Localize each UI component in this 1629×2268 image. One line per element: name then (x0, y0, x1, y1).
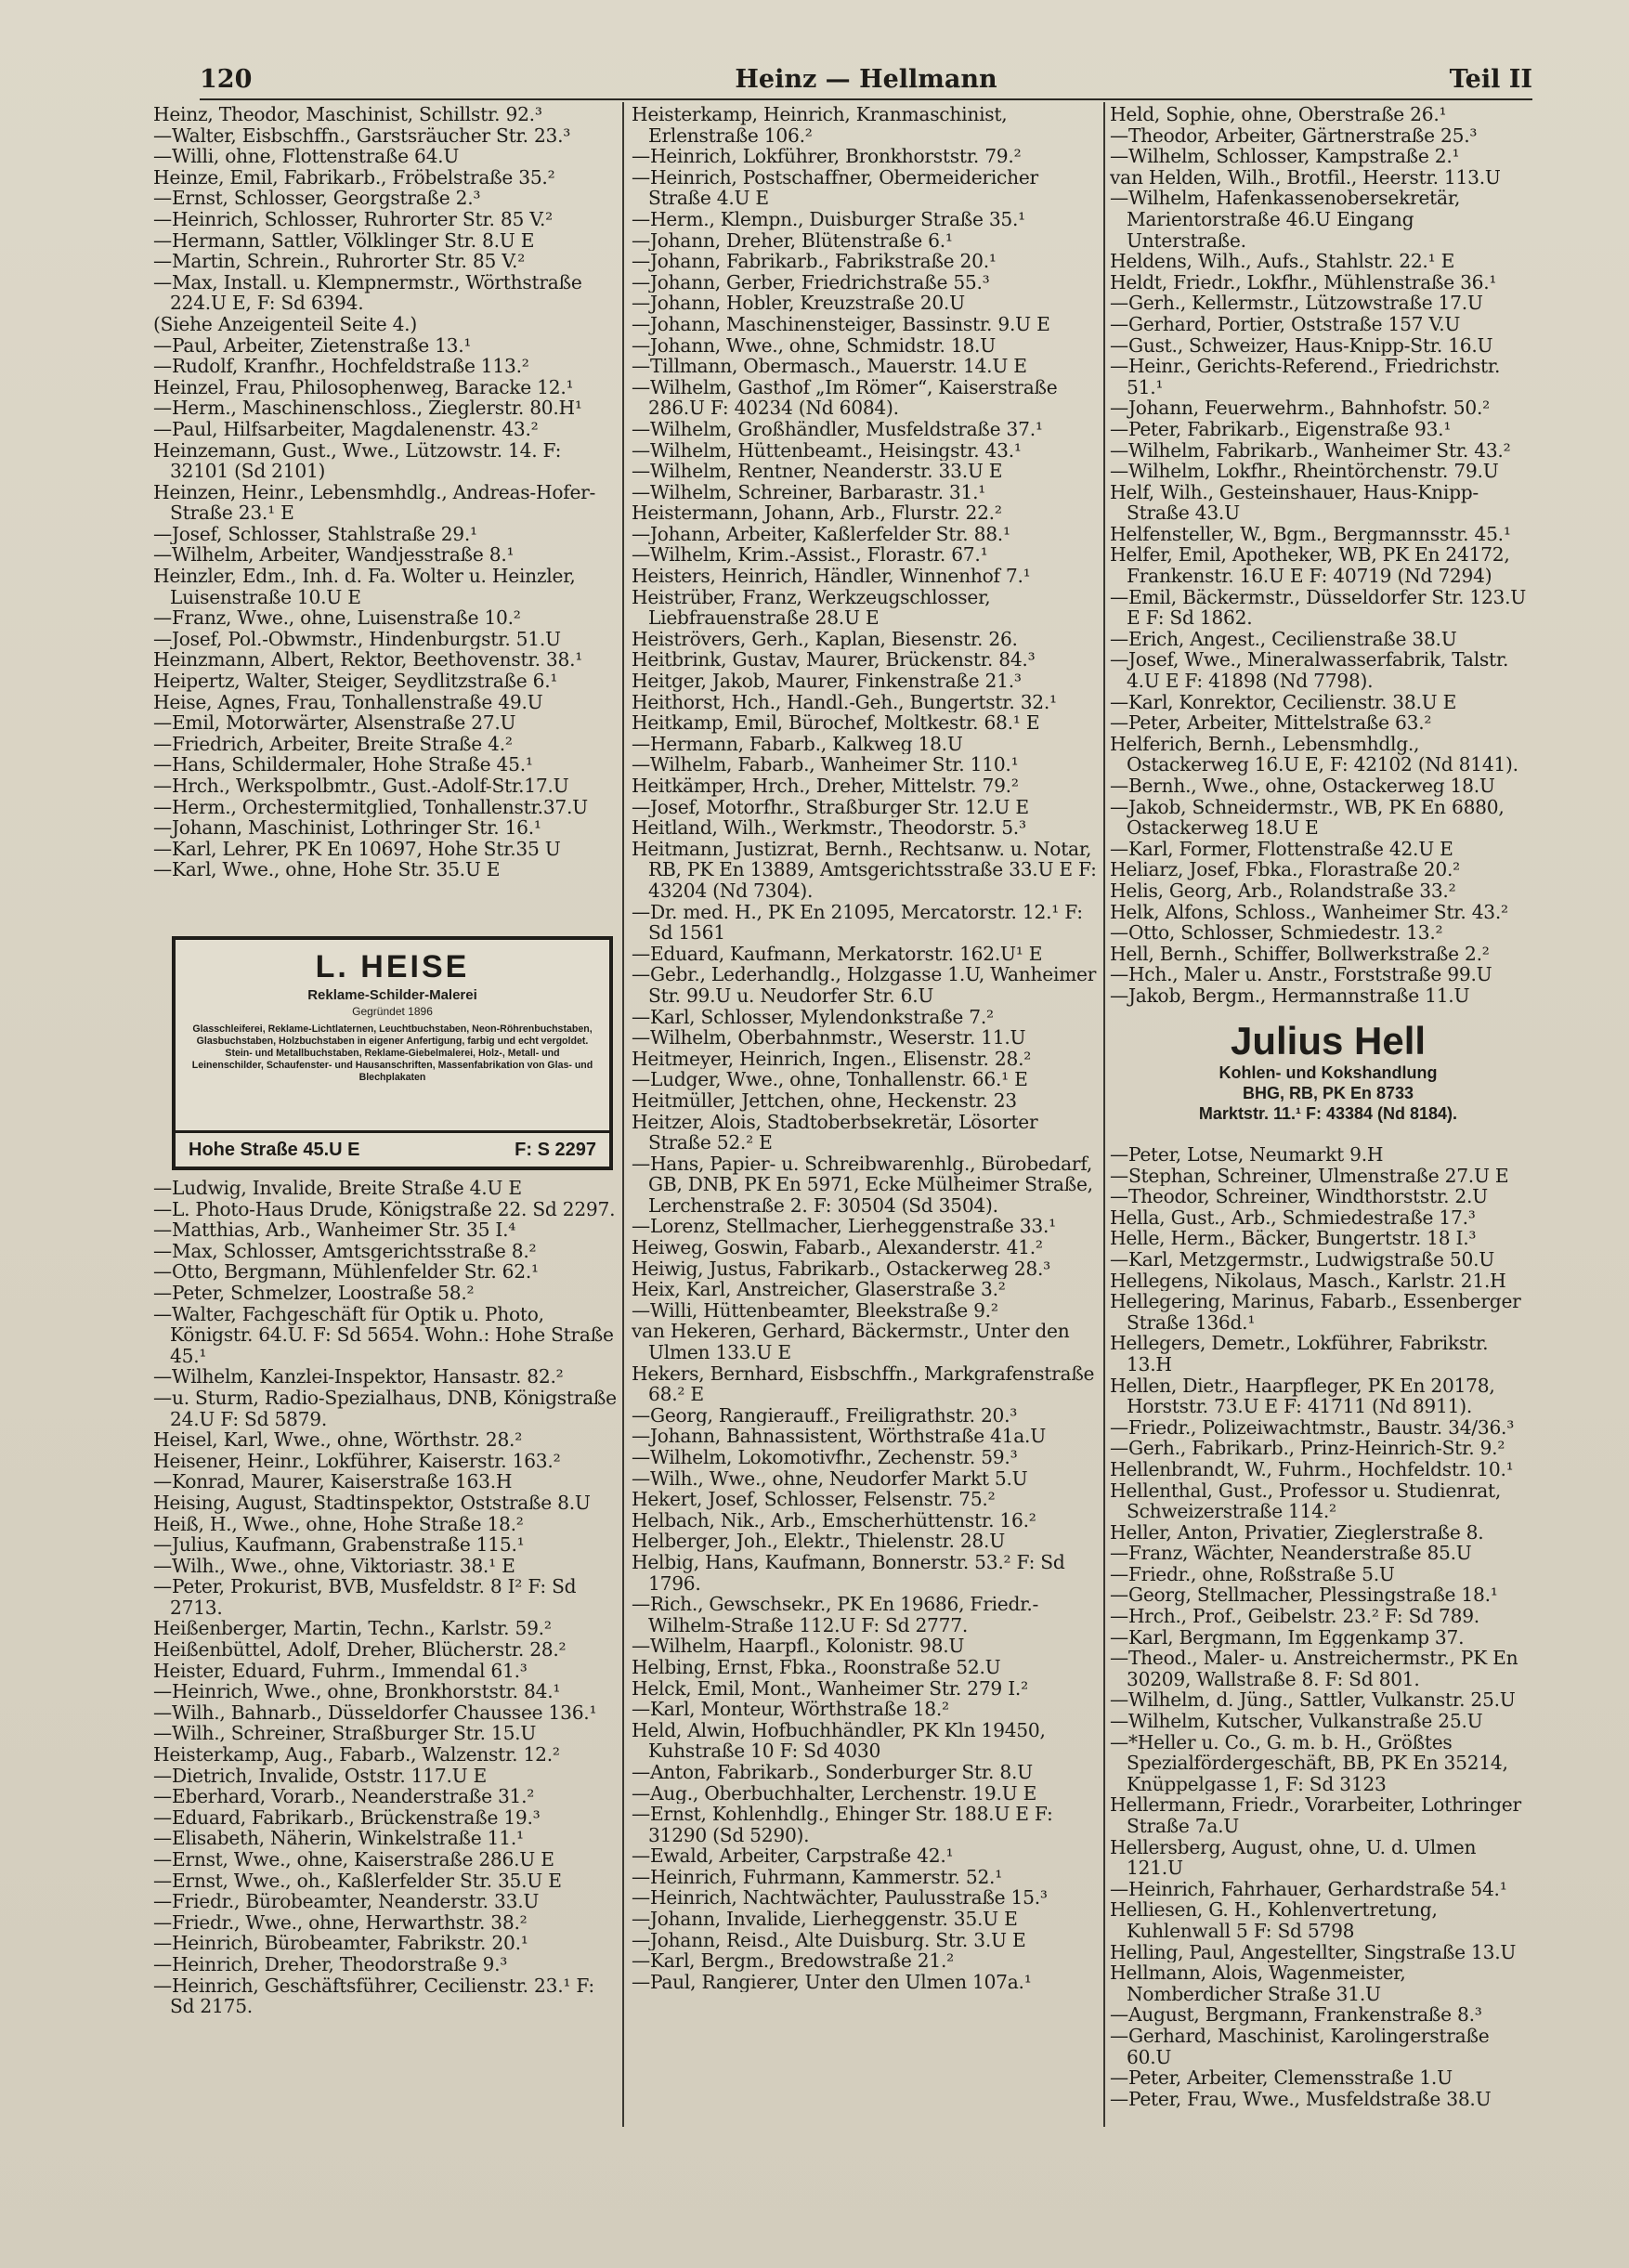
directory-entry: Heitland, Wilh., Werkmstr., Theodorstr. 5.³ (632, 817, 1026, 839)
directory-entry: Helberger, Joh., Elektr., Thielenstr. 28.U (632, 1531, 1005, 1552)
directory-entry: Heinze, Emil, Fabrikarb., Fröbelstraße 35.² (153, 166, 555, 189)
directory-entry: Hella, Gust., Arb., Schmiedestraße 17.³ (1110, 1206, 1476, 1229)
directory-entry: —Emil, Bäckermstr., Düsseldorfer Str. 123.U E F: Sd 1862. (1110, 586, 1527, 629)
ad-heise-address: Hohe Straße 45.U E (189, 1140, 360, 1160)
directory-entry: Heisterkamp, Heinrich, Kranmaschinist, Erlenstraße 106.² (632, 104, 1008, 147)
directory-entry: —Max, Install. u. Klempnermstr., Wörthstraße 224.U E, F: Sd 6394. (153, 271, 582, 314)
directory-entry: Heiß, H., Wwe., ohne, Hohe Straße 18.² (153, 1513, 524, 1535)
directory-entry: —Bernh., Wwe., ohne, Ostackerweg 18.U (1110, 776, 1495, 797)
directory-entry: —Paul, Arbeiter, Zietenstraße 13.¹ (153, 334, 472, 357)
directory-entry: —Peter, Fabrikarb., Eigenstraße 93.¹ (1110, 418, 1452, 440)
directory-entry: —Otto, Schlosser, Schmiedestr. 13.² (1110, 922, 1443, 944)
directory-entry: —Martin, Schrein., Ruhrorter Str. 85 V.² (153, 251, 526, 272)
directory-entry: Heistermann, Johann, Arb., Flurstr. 22.² (632, 502, 1002, 524)
advertisement-julius-hell (1124, 1020, 1532, 1131)
directory-entry: van Helden, Wilh., Brotfil., Heerstr. 113.U (1110, 166, 1501, 189)
directory-entry: —Karl, Monteur, Wörthstraße 18.² (632, 1699, 949, 1720)
directory-entry: —Julius, Kaufmann, Grabenstraße 115.¹ (153, 1534, 525, 1556)
ad-heise-name: L. HEISE (315, 949, 470, 984)
directory-entry: —Walter, Fachgeschäft für Optik u. Photo, Königstr. 64.U. F: Sd 5654. Wohn.: Hohe Straße 45.¹ (153, 1303, 614, 1367)
directory-entry: —Gerh., Fabrikarb., Prinz-Heinrich-Str. 9.² (1110, 1438, 1505, 1459)
directory-entry: —Josef, Pol.-Obwmstr., Hindenburgstr. 51.U (153, 628, 561, 650)
directory-entry: —u. Sturm, Radio-Spezialhaus, DNB, Königstraße 24.U F: Sd 5879. (153, 1387, 617, 1430)
directory-entry: Helling, Paul, Angestellter, Singstraße 13.U (1110, 1941, 1517, 1963)
directory-entry: —Willi, Hüttenbeamter, Bleekstraße 9.² (632, 1299, 998, 1322)
directory-entry: —Heinrich, Fuhrmann, Kammerstr. 52.¹ (632, 1866, 1003, 1888)
directory-entry: Helliesen, G. H., Kohlenvertretung, Kuhlenwall 5 F: Sd 5798 (1110, 1899, 1438, 1942)
directory-entry: Heinzel, Frau, Philosophenweg, Baracke 12.¹ (153, 376, 574, 398)
page-part: Teil II (1449, 65, 1532, 94)
directory-entry: —Hermann, Fabarb., Kalkweg 18.U (632, 733, 963, 755)
directory-entry: —Max, Schlosser, Amtsgerichtsstraße 8.² (153, 1240, 537, 1262)
directory-entry: Helbach, Nik., Arb., Emscherhüttenstr. 16.² (632, 1509, 1036, 1532)
page-header (200, 65, 1532, 102)
directory-entry: Heinzen, Heinr., Lebensmhdlg., Andreas-Hofer-Straße 23.¹ E (153, 481, 596, 524)
directory-entry: —Paul, Rangierer, Unter den Ulmen 107a.¹ (632, 1971, 1032, 1993)
directory-entry: —Elisabeth, Näherin, Winkelstraße 11.¹ (153, 1828, 524, 1849)
directory-entry: —Wilhelm, Kutscher, Vulkanstraße 25.U (1110, 1711, 1483, 1732)
directory-entry: Hellenbrandt, W., Fuhrm., Hochfeldstr. 10.¹ (1110, 1458, 1514, 1480)
directory-entry: Heldens, Wilh., Aufs., Stahlstr. 22.¹ E (1110, 251, 1455, 272)
directory-entry: —Karl, Lehrer, PK En 10697, Hohe Str.35 U (153, 838, 561, 860)
directory-entry: —Franz, Wächter, Neanderstraße 85.U (1110, 1543, 1472, 1564)
directory-entry: Held, Sophie, ohne, Oberstraße 26.¹ (1110, 104, 1447, 125)
column-3-upper (1110, 104, 1537, 1007)
directory-entry: —Dr. med. H., PK En 21095, Mercatorstr. 12.¹ F: Sd 1561 (632, 901, 1083, 944)
directory-entry: —Wilhelm, Lokfhr., Rheintörchenstr. 79.U (1110, 461, 1499, 482)
directory-entry: —Wilhelm, Krim.-Assist., Florastr. 67.¹ (632, 544, 988, 567)
directory-entry: —Karl, Bergm., Bredowstraße 21.² (632, 1950, 954, 1972)
directory-entry: —Wilhelm, Hüttenbeamt., Heisingstr. 43.¹ (632, 439, 1022, 462)
directory-entry: Hellersberg, August, ohne, U. d. Ulmen 121.U (1110, 1836, 1477, 1879)
directory-entry: Hellegers, Demetr., Lokführer, Fabrikstr. 13.H (1110, 1333, 1489, 1375)
directory-entry: —Karl, Wwe., ohne, Hohe Str. 35.U E (153, 859, 501, 880)
directory-entry: —Eduard, Fabrikarb., Brückenstraße 19.³ (153, 1806, 541, 1829)
directory-entry: Helk, Alfons, Schloss., Wanheimer Str. 43.² (1110, 901, 1508, 923)
directory-entry: —Dietrich, Invalide, Oststr. 117.U E (153, 1765, 488, 1787)
directory-entry: Heitbrink, Gustav, Maurer, Brückenstr. 84.³ (632, 649, 1036, 671)
directory-entry: —Wilh., Schreiner, Straßburger Str. 15.U (153, 1723, 537, 1745)
directory-entry: Heitmüller, Jettchen, ohne, Heckenstr. 23 (632, 1089, 1017, 1112)
directory-entry: —Johann, Maschinensteiger, Bassinstr. 9.U E (632, 313, 1050, 335)
directory-entry: Heithorst, Hch., Handl.-Geh., Bungertstr. 32.¹ (632, 691, 1057, 713)
directory-entry: —Peter, Prokurist, BVB, Musfeldstr. 8 I² F: Sd 2713. (153, 1576, 577, 1619)
directory-entry: Hellen, Dietr., Haarpfleger, PK En 20178, Horststr. 73.U E F: 41711 (Nd 8911). (1110, 1375, 1495, 1417)
directory-entry: —Wilhelm, Hafenkassenobersekretär, Marientorstraße 46.U Eingang Unterstraße. (1110, 188, 1461, 252)
directory-entry: Heitmann, Justizrat, Bernh., Rechtsanw. u. Notar, RB, PK En 13889, Amtsgerichtsstraße 33.U E F: 43204 (Nd 7304). (632, 838, 1097, 902)
directory-entry: —Herm., Maschinenschloss., Zieglerstr. 80.H¹ (153, 398, 582, 419)
directory-entry: —Ludger, Wwe., ohne, Tonhallenstr. 66.¹ E (632, 1069, 1028, 1090)
directory-entry: —Hans, Schildermaler, Hohe Straße 45.¹ (153, 754, 533, 776)
directory-entry: Heinzler, Edm., Inh. d. Fa. Wolter u. Heinzler, Luisenstraße 10.U E (153, 566, 576, 608)
directory-entry: —Karl, Metzgermstr., Ludwigstraße 50.U (1110, 1248, 1495, 1271)
directory-entry: —Wilhelm, Gasthof „Im Römer“, Kaiserstraße 286.U F: 40234 (Nd 6084). (632, 376, 1058, 419)
directory-entry: Heinzmann, Albert, Rektor, Beethovenstr. 38.¹ (153, 649, 583, 671)
directory-entry: Heller, Anton, Privatier, Zieglerstraße 8. (1110, 1521, 1484, 1544)
directory-entry: —Johann, Fabrikarb., Fabrikstraße 20.¹ (632, 251, 997, 272)
directory-entry: —Rich., Gewschsekr., PK En 19686, Friedr.-Wilhelm-Straße 112.U F: Sd 2777. (632, 1594, 1039, 1636)
directory-entry: —Wilh., Bahnarb., Düsseldorfer Chaussee 136.¹ (153, 1701, 597, 1724)
directory-entry: Heix, Karl, Anstreicher, Glaserstraße 3.² (632, 1279, 1006, 1300)
directory-entry: Heising, August, Stadtinspektor, Oststraße 8.U (153, 1492, 591, 1514)
header-rule (200, 98, 1532, 100)
directory-entry: —Franz, Wwe., ohne, Luisenstraße 10.² (153, 607, 521, 629)
directory-entry: —Friedr., ohne, Roßstraße 5.U (1110, 1563, 1395, 1585)
directory-entry: (Siehe Anzeigenteil Seite 4.) (153, 313, 417, 335)
directory-entry: Heisener, Heinr., Lokführer, Kaiserstr. 163.² (153, 1450, 561, 1472)
directory-entry: —Gerhard, Portier, Oststraße 157 V.U (1110, 313, 1461, 335)
directory-entry: Heitkamp, Emil, Bürochef, Moltkestr. 68.¹ E (632, 712, 1040, 734)
directory-entry: Heise, Agnes, Frau, Tonhallenstraße 49.U (153, 691, 543, 713)
directory-entry: —Gerhard, Maschinist, Karolingerstraße 60.U (1110, 2025, 1490, 2068)
directory-entry: —Theodor, Schreiner, Windthorststr. 2.U (1110, 1186, 1488, 1207)
directory-entry: —Eberhard, Vorarb., Neanderstraße 31.² (153, 1786, 535, 1807)
directory-entry: —Georg, Rangierauff., Freiligrathstr. 20.³ (632, 1404, 1018, 1427)
page-name-range: Heinz — Hellmann (735, 65, 997, 94)
directory-entry: —Hermann, Sattler, Völklinger Str. 8.U E (153, 229, 535, 252)
directory-entry: —Heinr., Gerichts-Referend., Friedrichstr. 51.¹ (1110, 356, 1501, 398)
directory-entry: —Hans, Papier- u. Schreibwarenhlg., Bürobedarf, GB, DNB, PK En 5971, Ecke Mülheimer Straße, Lerchenstraße 2. F: 30504 (Sd 3504). (632, 1153, 1093, 1217)
directory-entry: Heisel, Karl, Wwe., ohne, Wörthstr. 28.² (153, 1429, 523, 1451)
directory-entry: —Konrad, Maurer, Kaiserstraße 163.H (153, 1471, 513, 1492)
directory-entry: —Wilh., Wwe., ohne, Neudorfer Markt 5.U (632, 1467, 1028, 1490)
directory-entry: —Karl, Konrektor, Cecilienstr. 38.U E (1110, 691, 1457, 713)
directory-entry: —Ernst, Wwe., oh., Kaßlerfelder Str. 35.U E (153, 1870, 562, 1892)
directory-entry: Heitger, Jakob, Maurer, Finkenstraße 21.³ (632, 671, 1022, 692)
directory-entry: —Gebr., Lederhandlg., Holzgasse 1.U, Wanheimer Str. 99.U u. Neudorfer Str. 6.U (632, 964, 1097, 1007)
directory-entry: —Friedrich, Arbeiter, Breite Straße 4.² (153, 733, 513, 755)
directory-entry: —Erich, Angest., Cecilienstraße 38.U (1110, 628, 1457, 650)
directory-entry: —Hrch., Werkspolbmtr., Gust.-Adolf-Str.17.U (153, 776, 569, 797)
directory-entry: —Emil, Motorwärter, Alsenstraße 27.U (153, 712, 516, 734)
directory-entry: Held, Alwin, Hofbuchhändler, PK Kln 19450, Kuhstraße 10 F: Sd 4030 (632, 1719, 1046, 1762)
directory-entry: —Peter, Lotse, Neumarkt 9.H (1110, 1144, 1384, 1166)
directory-entry: —Josef, Wwe., Mineralwasserfabrik, Talstr. 4.U E F: 41898 (Nd 7798). (1110, 649, 1509, 692)
directory-entry: Heistrüber, Franz, Werkzeugschlosser, Liebfrauenstraße 28.U E (632, 586, 991, 629)
directory-entry: —Hrch., Prof., Geibelstr. 23.² F: Sd 789. (1110, 1606, 1479, 1627)
directory-entry: —Anton, Fabrikarb., Sonderburger Str. 8.U (632, 1761, 1033, 1783)
ad-hell-name: Julius Hell (1230, 1019, 1427, 1062)
directory-entry: Heitmeyer, Heinrich, Ingen., Elisenstr. 28.² (632, 1048, 1032, 1070)
directory-entry: Heißenbüttel, Adolf, Dreher, Blücherstr. 28.² (153, 1639, 567, 1661)
directory-entry: —Friedr., Bürobeamter, Neanderstr. 33.U (153, 1891, 540, 1912)
directory-entry: —Heinrich, Lokführer, Bronkhorststr. 79.² (632, 146, 1022, 167)
directory-entry: —Johann, Maschinist, Lothringer Str. 16.¹ (153, 817, 541, 839)
directory-entry: —Jakob, Schneidermstr., WB, PK En 6880, Ostackerweg 18.U E (1110, 796, 1505, 839)
directory-entry: Heipertz, Walter, Steiger, Seydlitzstraße 6.¹ (153, 671, 558, 692)
directory-entry: Heldt, Friedr., Lokfhr., Mühlenstraße 36.¹ (1110, 271, 1497, 293)
directory-entry: Helf, Wilh., Gesteinshauer, Haus-Knipp-Straße 43.U (1110, 481, 1479, 524)
directory-entry: van Hekeren, Gerhard, Bäckermstr., Unter den Ulmen 133.U E (632, 1321, 1070, 1363)
column-1-lower (153, 1178, 618, 2153)
directory-entry: —Walter, Eisbschffn., Garstsräucher Str. 23.³ (153, 124, 571, 147)
directory-entry: —Josef, Motorfhr., Straßburger Str. 12.U E (632, 796, 1029, 818)
directory-entry: —Jakob, Bergm., Hermannstraße 11.U (1110, 984, 1470, 1007)
directory-entry: —Johann, Dreher, Blütenstraße 6.¹ (632, 229, 953, 252)
directory-entry: —Peter, Frau, Wwe., Musfeldstraße 38.U (1110, 2088, 1492, 2110)
directory-entry: Helbing, Ernst, Fbka., Roonstraße 52.U (632, 1656, 1001, 1678)
directory-entry: —Karl, Former, Flottenstraße 42.U E (1110, 838, 1453, 860)
directory-entry: Hellegering, Marinus, Fabarb., Essenberger Straße 136d.¹ (1110, 1291, 1521, 1334)
column-divider (622, 102, 624, 2127)
directory-entry: —Gerh., Kellermstr., Lützowstraße 17.U (1110, 293, 1483, 314)
directory-entry: —Wilhelm, Fabrikarb., Wanheimer Str. 43.² (1110, 439, 1511, 462)
directory-entry: —Johann, Feuerwehrm., Bahnhofstr. 50.² (1110, 398, 1490, 419)
directory-entry: —Wilhelm, Schlosser, Kampstraße 2.¹ (1110, 146, 1460, 167)
directory-entry: —Josef, Schlosser, Stahlstraße 29.¹ (153, 523, 477, 545)
directory-entry: —Wilh., Wwe., ohne, Viktoriastr. 38.¹ E (153, 1555, 515, 1577)
directory-entry: —Heinrich, Nachtwächter, Paulusstraße 15.³ (632, 1887, 1048, 1910)
directory-entry: Helfer, Emil, Apotheker, WB, PK En 24172, Frankenstr. 16.U E F: 40719 (Nd 7294) (1110, 544, 1510, 587)
ad-hell-line-2: BHG, RB, PK En 8733 (1242, 1084, 1414, 1102)
directory-entry: —Peter, Schmelzer, Loostraße 58.² (153, 1282, 475, 1304)
directory-entry: —Herm., Orchestermitglied, Tonhallenstr.37.U (153, 796, 588, 818)
directory-entry: Heisters, Heinrich, Händler, Winnenhof 7.¹ (632, 566, 1031, 587)
column-2 (632, 104, 1105, 2166)
directory-entry: —Herm., Klempn., Duisburger Straße 35.¹ (632, 208, 1026, 230)
directory-entry: —Wilhelm, Schreiner, Barbarastr. 31.¹ (632, 481, 986, 503)
directory-entry: —Johann, Hobler, Kreuzstraße 20.U (632, 293, 965, 314)
directory-entry: —Peter, Arbeiter, Mittelstraße 63.² (1110, 712, 1432, 734)
directory-entry: —Friedr., Wwe., ohne, Herwarthstr. 38.² (153, 1911, 528, 1934)
directory-entry: —Heinrich, Schlosser, Ruhrorter Str. 85 V.² (153, 208, 554, 230)
directory-entry: —August, Bergmann, Frankenstraße 8.³ (1110, 2004, 1482, 2026)
directory-entry: —Heinrich, Postschaffner, Obermeidericher Straße 4.U E (632, 166, 1038, 209)
directory-entry: Helle, Herm., Bäcker, Bungertstr. 18 I.³ (1110, 1228, 1477, 1249)
directory-entry: —Ernst, Kohlenhdlg., Ehinger Str. 188.U E F: 31290 (Sd 5290). (632, 1804, 1053, 1846)
directory-entry: —Rudolf, Kranfhr., Hochfeldstraße 113.² (153, 356, 529, 377)
directory-entry: Heister, Eduard, Fuhrm., Immendal 61.³ (153, 1660, 528, 1682)
directory-entry: Helis, Georg, Arb., Rolandstraße 33.² (1110, 880, 1456, 902)
directory-entry: —Georg, Stellmacher, Plessingstraße 18.¹ (1110, 1584, 1498, 1607)
directory-entry: Helferich, Bernh., Lebensmhdlg., Ostackerweg 16.U E, F: 42102 (Nd 8141). (1110, 733, 1518, 776)
directory-entry: —Heinrich, Geschäftsführer, Cecilienstr. 23.¹ F: Sd 2175. (153, 1975, 594, 2017)
directory-entry: Hellermann, Friedr., Vorarbeiter, Lothringer Straße 7a.U (1110, 1794, 1521, 1837)
directory-entry: —Wilhelm, d. Jüng., Sattler, Vulkanstr. 25.U (1110, 1689, 1516, 1712)
directory-entry: —Tillmann, Obermasch., Mauerstr. 14.U E (632, 356, 1027, 377)
directory-entry: —Johann, Bahnassistent, Wörthstraße 41a.U (632, 1426, 1046, 1447)
directory-entry: Heinz, Theodor, Maschinist, Schillstr. 92.³ (153, 104, 542, 125)
directory-entry: Hekers, Bernhard, Eisbschffn., Markgrafenstraße 68.² E (632, 1362, 1095, 1405)
directory-entry: —Ludwig, Invalide, Breite Straße 4.U E (153, 1178, 522, 1199)
directory-entry: —Wilhelm, Kanzlei-Inspektor, Hansastr. 82.² (153, 1366, 564, 1388)
directory-entry: Heißenberger, Martin, Techn., Karlstr. 59.² (153, 1618, 552, 1640)
directory-entry: Heitzer, Alois, Stadtoberbsekretär, Lösorter Straße 52.² E (632, 1111, 1038, 1154)
directory-entry: —Heinrich, Dreher, Theodorstraße 9.³ (153, 1953, 508, 1975)
directory-entry: —*Heller u. Co., G. m. b. H., Größtes Spezialfördergeschäft, BB, PK En 35214, Knüppelgasse 1, F: Sd 3123 (1110, 1731, 1508, 1795)
ad-heise-phone: F: S 2297 (515, 1140, 596, 1160)
directory-entry: Hellenthal, Gust., Professor u. Studienrat, Schweizerstraße 114.² (1110, 1479, 1502, 1522)
directory-entry: —Friedr., Polizeiwachtmstr., Baustr. 34/36.³ (1110, 1416, 1515, 1439)
directory-entry: Heliarz, Josef, Fbka., Florastraße 20.² (1110, 859, 1460, 880)
directory-entry: Heisterkamp, Aug., Fabarb., Walzenstr. 12.² (153, 1744, 560, 1766)
directory-entry: —Wilhelm, Haarpfl., Kolonistr. 98.U (632, 1636, 965, 1657)
ad-heise-founded: Gegründet 1896 (352, 1005, 433, 1018)
directory-entry: —Peter, Arbeiter, Clemensstraße 1.U (1110, 2067, 1453, 2089)
directory-entry: —Johann, Arbeiter, Kaßlerfelder Str. 88.¹ (632, 523, 1010, 545)
directory-entry: —Johann, Invalide, Lierheggenstr. 35.U E (632, 1909, 1018, 1930)
directory-entry: —Wilhelm, Fabarb., Wanheimer Str. 110.¹ (632, 754, 1019, 776)
directory-entry: —Karl, Schlosser, Mylendonkstraße 7.² (632, 1006, 994, 1028)
directory-entry: —Otto, Bergmann, Mühlenfelder Str. 62.¹ (153, 1261, 539, 1283)
directory-entry: Hellmann, Alois, Wagenmeister, Nomberdicher Straße 31.U (1110, 1962, 1406, 2005)
column-3-lower (1110, 1144, 1537, 2157)
directory-entry: —Wilhelm, Arbeiter, Wandjesstraße 8.¹ (153, 544, 515, 567)
directory-entry: Helbig, Hans, Kaufmann, Bonnerstr. 53.² F: Sd 1796. (632, 1551, 1065, 1595)
directory-entry: —Stephan, Schreiner, Ulmenstraße 27.U E (1110, 1165, 1509, 1187)
directory-entry: —Theodor, Arbeiter, Gärtnerstraße 25.³ (1110, 124, 1478, 147)
directory-entry: —Aug., Oberbuchhalter, Lerchenstr. 19.U E (632, 1782, 1037, 1805)
directory-entry: Heiströvers, Gerh., Kaplan, Biesenstr. 26. (632, 628, 1018, 650)
ad-heise-footer (176, 1130, 609, 1167)
page-number: 120 (200, 65, 253, 94)
directory-entry: —Willi, ohne, Flottenstraße 64.U (153, 146, 460, 167)
directory-entry: —L. Photo-Haus Drude, Königstraße 22. Sd 2297. (153, 1198, 616, 1220)
directory-entry: —Wilhelm, Oberbahnmstr., Weserstr. 11.U (632, 1027, 1026, 1049)
column-1-upper (153, 104, 618, 931)
directory-entry: —Wilhelm, Rentner, Neanderstr. 33.U E (632, 461, 1003, 482)
directory-entry: —Heinrich, Bürobeamter, Fabrikstr. 20.¹ (153, 1933, 528, 1954)
directory-entry: —Lorenz, Stellmacher, Lierheggenstraße 33.¹ (632, 1216, 1056, 1238)
directory-entry: —Theod., Maler- u. Anstreichermstr., PK En 30209, Wallstraße 8. F: Sd 801. (1110, 1648, 1518, 1690)
directory-entry: Hellegens, Nikolaus, Masch., Karlstr. 21.H (1110, 1270, 1506, 1292)
directory-entry: —Johann, Reisd., Alte Duisburg. Str. 3.U E (632, 1929, 1026, 1951)
directory-entry: Heitkämper, Hrch., Dreher, Mittelstr. 79.² (632, 776, 1019, 797)
ad-hell-line-3: Marktstr. 11.¹ F: 43384 (Nd 8184). (1198, 1104, 1458, 1123)
directory-entry: —Heinrich, Wwe., ohne, Bronkhorststr. 84.¹ (153, 1681, 561, 1702)
directory-entry: Heiweg, Goswin, Fabarb., Alexanderstr. 41.² (632, 1237, 1043, 1258)
directory-entry: —Wilhelm, Großhändler, Musfeldstraße 37.¹ (632, 418, 1043, 440)
directory-entry: —Ernst, Schlosser, Georgstraße 2.³ (153, 188, 481, 209)
directory-entry: Helfensteller, W., Bgm., Bergmannsstr. 45.¹ (1110, 523, 1511, 545)
directory-entry: —Eduard, Kaufmann, Merkatorstr. 162.U¹ E (632, 943, 1043, 965)
directory-entry: —Wilhelm, Lokomotivfhr., Zechenstr. 59.³ (632, 1447, 1018, 1468)
directory-entry: —Johann, Gerber, Friedrichstraße 55.³ (632, 271, 990, 293)
directory-entry: —Ewald, Arbeiter, Carpstraße 42.¹ (632, 1845, 954, 1867)
directory-entry: —Karl, Bergmann, Im Eggenkamp 37. (1110, 1626, 1465, 1649)
directory-entry: —Ernst, Wwe., ohne, Kaiserstraße 286.U E (153, 1849, 554, 1870)
directory-entry: —Matthias, Arb., Wanheimer Str. 35 I.⁴ (153, 1219, 516, 1241)
directory-entry: Heinzemann, Gust., Wwe., Lützowstr. 14. F: 32101 (Sd 2101) (153, 439, 562, 482)
directory-entry: —Johann, Wwe., ohne, Schmidstr. 18.U (632, 334, 996, 357)
directory-entry: —Hch., Maler u. Anstr., Forststraße 99.U (1110, 964, 1492, 985)
directory-entry: Hell, Bernh., Schiffer, Bollwerkstraße 2.² (1110, 943, 1490, 965)
directory-entry: Helck, Emil, Mont., Wanheimer Str. 279 I.² (632, 1677, 1028, 1700)
directory-entry: —Gust., Schweizer, Haus-Knipp-Str. 16.U (1110, 334, 1493, 357)
ad-hell-line-1: Kohlen- und Kokshandlung (1218, 1063, 1438, 1082)
directory-entry: Hekert, Josef, Schlosser, Felsenstr. 75.² (632, 1489, 996, 1510)
directory-entry: —Heinrich, Fahrhauer, Gerhardstraße 54.¹ (1110, 1878, 1507, 1900)
ad-heise-body: Glasschleiferei, Reklame-Lichtlaternen, Leuchtbuchstaben, Neon-Röhrenbuchstaben, Glasbuchstaben, Holzbuchstaben in eigener Anfertigung, farbig und echt vergoldet. Stein- und Metallbuchstaben, Reklame-Giebelmalerei, Holz-, Metall- und Leinenschilder, Schaufenster- und Hausanschriften, Massenfabrikation von Glas- und Blechplakaten (191, 1023, 593, 1083)
directory-entry: —Paul, Hilfsarbeiter, Magdalenenstr. 43.² (153, 418, 539, 440)
advertisement-heise (172, 936, 613, 1170)
directory-entry: Heiwig, Justus, Fabrikarb., Ostackerweg 28.³ (632, 1258, 1051, 1280)
ad-heise-subtitle: Reklame-Schilder-Malerei (307, 987, 477, 1003)
